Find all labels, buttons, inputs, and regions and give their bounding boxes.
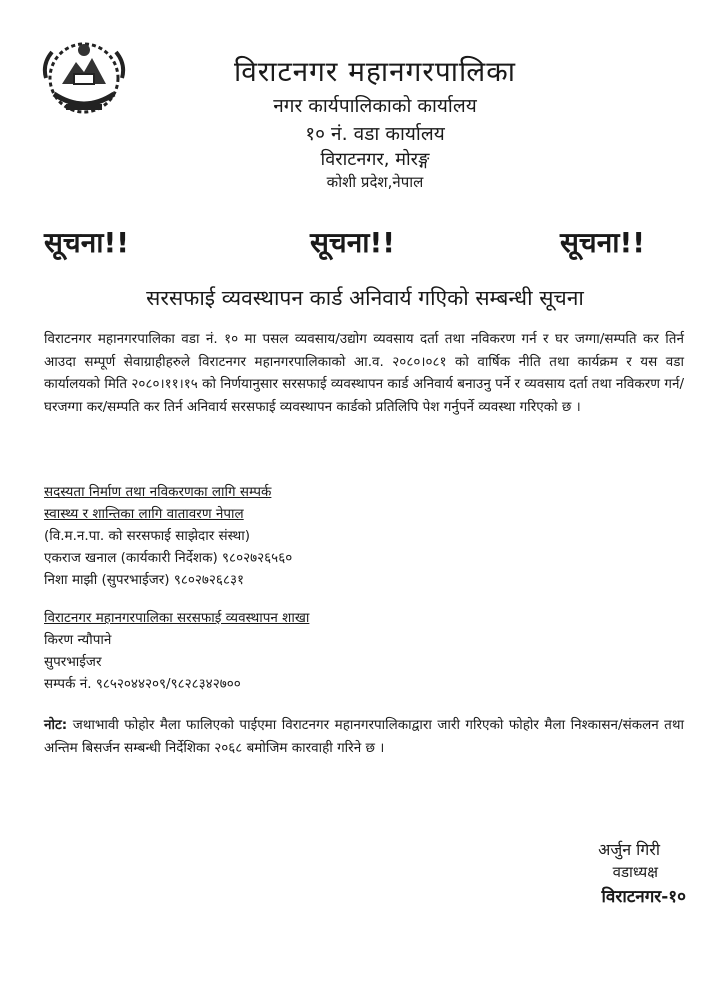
contact2-heading: विराटनगर महानगरपालिका सरसफाई व्यवस्थापन शाखा	[44, 610, 310, 626]
signatory-name: अर्जुन गिरी	[598, 840, 660, 859]
contact1-partner: (वि.म.न.पा. को सरसफाई साझेदार संस्था)	[44, 528, 251, 544]
municipality-title: विराटनगर महानगरपालिका	[233, 55, 517, 88]
government-emblem-logo	[36, 34, 132, 122]
notice-heading-right: सूचना!!	[560, 226, 646, 259]
signatory-office: विराटनगर-१०	[601, 887, 686, 907]
note-paragraph	[44, 714, 684, 759]
body-paragraph: विराटनगर महानगरपालिका वडा नं. १० मा पसल व्यवसाय/उद्योग व्यवसाय दर्ता तथा नविकरण गर्न र घर जग्गा/सम्पति कर तिर्न आउदा सम्पूर्ण सेवाग्राहीहरुले विराटनगर महानगरपालिकाको आ.व. २०८०।०८१ को वार्षिक नीति तथा कार्यक्रम र यस वडा कार्यालयको मिति २०८०।११।१५ को निर्णयानुसार सरसफाई व्यवस्थापन कार्ड अनिवार्य बनाउनु पर्ने र व्यवसाय दर्ता तथा नविकरण गर्न/ घरजग्गा कर/सम्पति कर तिर्न अनिवार्य सरसफाई व्यवस्थापन कार्डको प्रतिलिपि पेश गर्नुपर्ने व्यवस्था गरिएको छ ।	[44, 331, 684, 415]
note-label: नोट:	[44, 717, 68, 733]
notice-heading-left: सूचना!!	[44, 226, 130, 259]
ward-office: १० नं. वडा कार्यालय	[305, 123, 445, 145]
notice-heading-center: सूचना!!	[310, 226, 396, 259]
location-line: विराटनगर, मोरङ्ग	[320, 149, 430, 170]
contact2-role: सुपरभाईजर	[44, 654, 102, 670]
contact1-org: स्वास्थ्य र शान्तिका लागि वातावरण नेपाल	[44, 506, 244, 522]
subject-line: सरसफाई व्यवस्थापन कार्ड अनिवार्य गएिको सम्बन्धी सूचना	[146, 286, 584, 310]
signatory-title: वडाध्यक्ष	[612, 863, 658, 881]
office-name: नगर कार्यपालिकाको कार्यालय	[273, 95, 477, 117]
contact2-phone: सम्पर्क नं. ९८५२०४४२०९/९८२८३४२७००	[44, 676, 241, 692]
contact2-name: किरण न्यौपाने	[44, 632, 112, 648]
province-line: कोशी प्रदेश,नेपाल	[326, 173, 424, 191]
contact1-heading: सदस्यता निर्माण तथा नविकरणका लागि सम्पर्क	[44, 484, 272, 500]
contact1-person2: निशा माझी (सुपरभाईजर) ९८०२७२६८३१	[44, 572, 245, 588]
contact1-person1: एकराज खनाल (कार्यकारी निर्देशक) ९८०२७२६५६०	[44, 550, 293, 566]
note-text: जथाभावी फोहोर मैला फालिएको पाईएमा विराटनगर महानगरपालिकाद्वारा जारी गरिएको फोहोर मैला निश्कासन/संकलन तथा अन्तिम बिसर्जन सम्बन्धी निर्देशिका २०६८ बमोजिम कारवाही गरिने छ ।	[44, 717, 685, 756]
